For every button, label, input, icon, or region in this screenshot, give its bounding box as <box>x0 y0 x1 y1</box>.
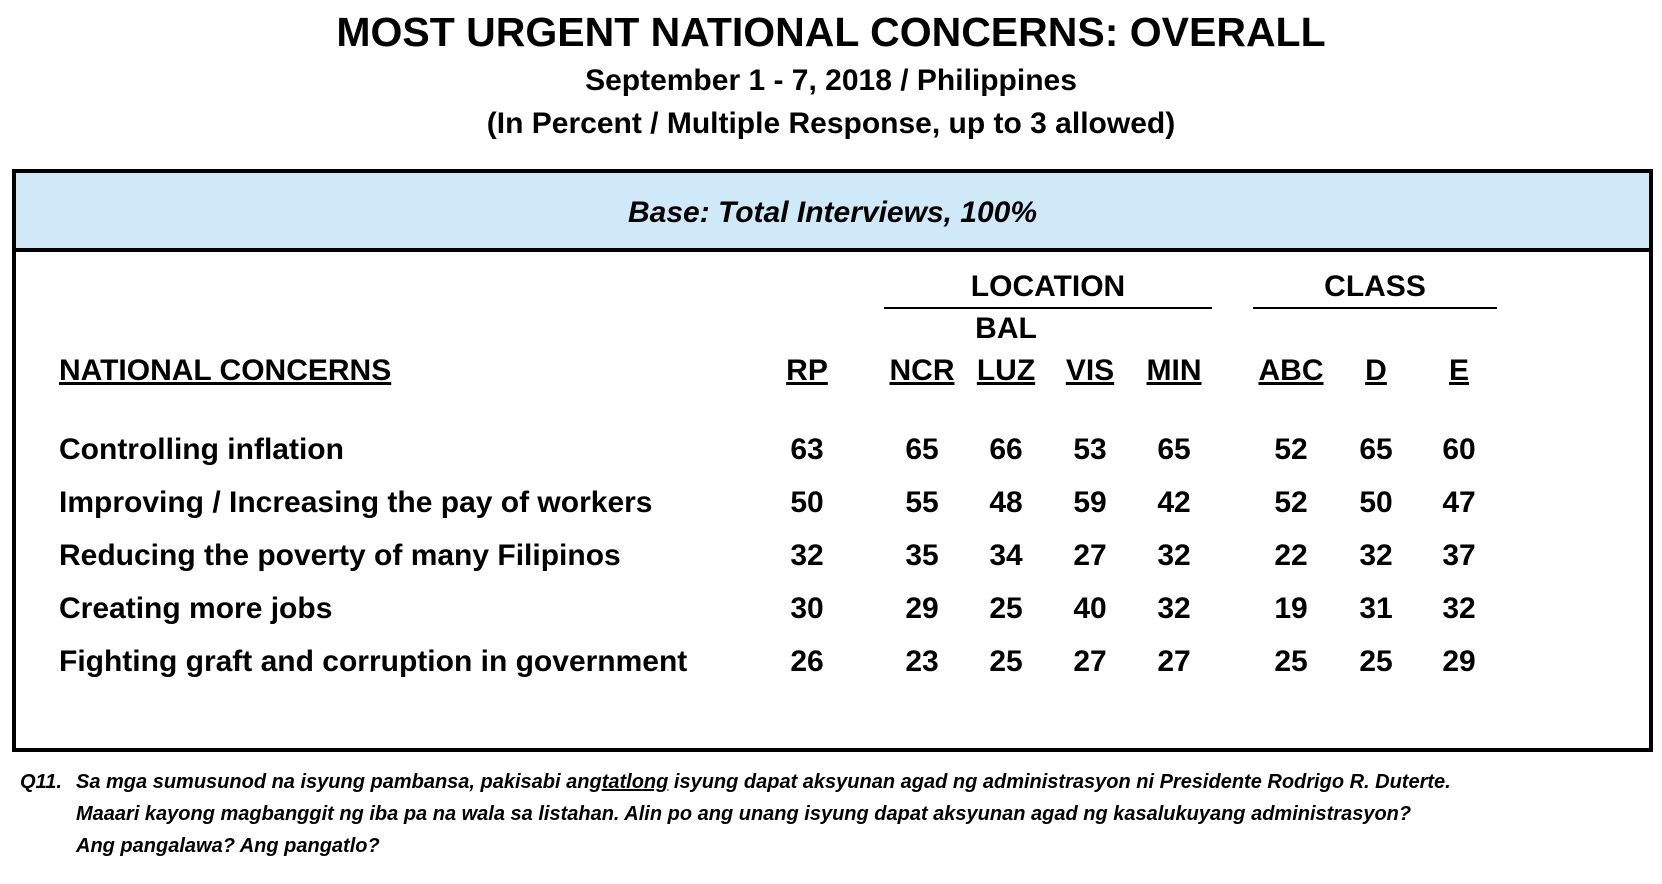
group-header-class: CLASS <box>1324 270 1426 303</box>
chart-subtitle-note: (In Percent / Multiple Response, up to 3 allowed) <box>486 107 1176 140</box>
column-header-d: D <box>1365 354 1387 387</box>
cell-r2-abc: 52 <box>1274 486 1308 519</box>
cell-r2-rp: 50 <box>790 486 824 519</box>
footnote-line-1-post: isyung dapat aksyunan agad ng administrasyon ni Presidente Rodrigo R. Duterte. <box>668 771 1451 793</box>
column-header-prefix-luz: BAL <box>975 312 1037 345</box>
cell-r2-e: 47 <box>1442 486 1476 519</box>
group-rule-class <box>1253 307 1497 309</box>
column-header-ncr: NCR <box>889 354 955 387</box>
row-label-1: Controlling inflation <box>59 433 344 466</box>
cell-r5-abc: 25 <box>1274 645 1308 678</box>
cell-r1-e: 60 <box>1442 433 1476 466</box>
cell-r3-rp: 32 <box>790 539 824 572</box>
footnote-line-1-pre: Sa mga sumusunod na isyung pambansa, pakisabi ang <box>76 771 602 793</box>
cell-r4-luz: 25 <box>989 592 1023 625</box>
chart-title: MOST URGENT NATIONAL CONCERNS: OVERALL <box>336 9 1326 55</box>
cell-r3-min: 32 <box>1157 539 1191 572</box>
cell-r1-min: 65 <box>1157 433 1191 466</box>
cell-r3-e: 37 <box>1442 539 1476 572</box>
cell-r5-luz: 25 <box>989 645 1023 678</box>
cell-r4-abc: 19 <box>1274 592 1308 625</box>
cell-r4-e: 32 <box>1442 592 1476 625</box>
cell-r2-ncr: 55 <box>905 486 939 519</box>
column-header-rp: RP <box>786 354 828 387</box>
column-header-luz: LUZ <box>976 354 1036 387</box>
column-header-vis: VIS <box>1065 354 1115 387</box>
cell-r4-min: 32 <box>1157 592 1191 625</box>
cell-r1-d: 65 <box>1359 433 1393 466</box>
cell-r2-luz: 48 <box>989 486 1023 519</box>
cell-r5-d: 25 <box>1359 645 1393 678</box>
cell-r2-vis: 59 <box>1073 486 1107 519</box>
base-label: Base: Total Interviews, 100% <box>16 173 1649 252</box>
cell-r5-e: 29 <box>1442 645 1476 678</box>
cell-r3-luz: 34 <box>989 539 1023 572</box>
group-header-location: LOCATION <box>970 270 1126 303</box>
cell-r3-d: 32 <box>1359 539 1393 572</box>
cell-r4-rp: 30 <box>790 592 824 625</box>
row-label-5: Fighting graft and corruption in government <box>59 645 688 678</box>
cell-r5-ncr: 23 <box>905 645 939 678</box>
table-frame <box>12 169 1653 752</box>
cell-r1-abc: 52 <box>1274 433 1308 466</box>
cell-r1-vis: 53 <box>1073 433 1107 466</box>
cell-r1-luz: 66 <box>989 433 1023 466</box>
cell-r4-ncr: 29 <box>905 592 939 625</box>
footnote-line-3: Ang pangalawa? Ang pangatlo? <box>76 835 380 857</box>
cell-r1-rp: 63 <box>790 433 824 466</box>
cell-r3-ncr: 35 <box>905 539 939 572</box>
cell-r4-vis: 40 <box>1073 592 1107 625</box>
footnote-line-1 <box>76 768 1451 796</box>
column-header-min: MIN <box>1146 354 1202 387</box>
row-label-2: Improving / Increasing the pay of workers <box>59 486 653 519</box>
cell-r2-d: 50 <box>1359 486 1393 519</box>
cell-r5-min: 27 <box>1157 645 1191 678</box>
cell-r4-d: 31 <box>1359 592 1393 625</box>
chart-subtitle-date: September 1 - 7, 2018 / Philippines <box>585 64 1077 97</box>
row-label-3: Reducing the poverty of many Filipinos <box>59 539 621 572</box>
footnote-question-label: Q11. <box>20 771 62 793</box>
cell-r3-vis: 27 <box>1073 539 1107 572</box>
cell-r5-rp: 26 <box>790 645 824 678</box>
cell-r2-min: 42 <box>1157 486 1191 519</box>
cell-r5-vis: 27 <box>1073 645 1107 678</box>
cell-r1-ncr: 65 <box>905 433 939 466</box>
footnote-line-1-underlined: tatlong <box>601 771 669 793</box>
row-header: NATIONAL CONCERNS <box>59 354 392 387</box>
column-header-e: E <box>1448 354 1469 387</box>
footnote-line-2: Maaari kayong magbanggit ng iba pa na wala sa listahan. Alin po ang unang isyung dapat aksyunan agad ng kasalukuyang administrasyon? <box>76 803 1412 825</box>
group-rule-location <box>884 307 1212 309</box>
column-header-abc: ABC <box>1258 354 1324 387</box>
cell-r3-abc: 22 <box>1274 539 1308 572</box>
row-label-4: Creating more jobs <box>59 592 333 625</box>
